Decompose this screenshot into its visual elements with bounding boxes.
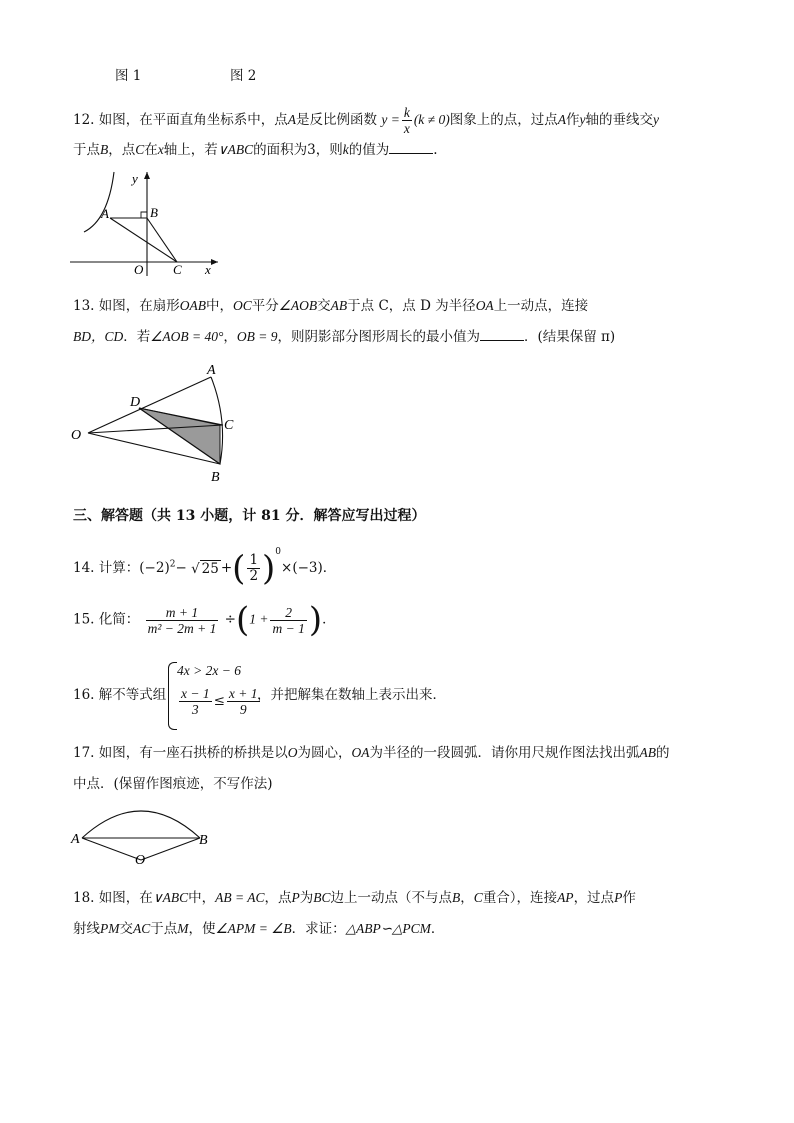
q15: 15. 化简： $\frac{m + 1}{\text{m² − 2m + 1}}$ ÷(1 + $\frac{2}{m - 1}$ )． — [73, 600, 336, 640]
q16-inequality-2: $\frac{x - 1}{3}$ ≤ $\frac{x + 1}{9}$ — [181, 686, 258, 717]
label-o: O — [71, 428, 82, 443]
q13-sector-figure — [68, 360, 248, 490]
label-x: x — [205, 262, 211, 277]
label-a: A — [207, 363, 216, 378]
q17-arch-figure — [68, 800, 218, 865]
label-b: B — [199, 833, 208, 848]
section-3-heading: 三、解答题（共 13 小题，计 81 分．解答应写出过程） — [73, 508, 426, 524]
q18-line2: 射线PM交AC于点M，使∠APM = ∠B．求证：△ABP∽△PCM． — [73, 921, 445, 937]
q12-function-fraction: $\frac{k}{x}$ — [403, 105, 410, 136]
label-d: D — [130, 395, 141, 410]
q13-line1: 13. 如图，在扇形OAB中，OC平分∠AOB交AB于点 C，点 D 为半径OA上一动点，连接 — [73, 298, 589, 314]
segment-bc — [147, 218, 177, 262]
q13-line2: BD，CD．若∠AOB = 40°，OB = 9，则阴影部分图形周长的最小值为 ．(结果保留 π) — [73, 329, 616, 345]
x-axis-arrow — [211, 259, 218, 265]
q16-label: 16. 解不等式组 — [73, 687, 167, 703]
label-c: C — [173, 262, 182, 277]
q18-line1: 18. 如图，在∨ABC中，AB = AC，点P为BC边上一动点（不与点B，C重合），连接AP，过点P作 — [73, 890, 636, 906]
answer-blank — [389, 141, 433, 154]
q17-line2: 中点．(保留作图痕迹，不写作法) — [73, 776, 273, 792]
label-y: y — [132, 171, 138, 186]
q15-number: 15. — [73, 611, 95, 628]
sqrt-expression: √ 25 — [191, 560, 219, 577]
figure-2-caption: 图 2 — [230, 68, 257, 84]
hyperbola-curve — [84, 172, 114, 232]
radius-oa — [82, 838, 141, 860]
label-a: A — [101, 206, 109, 221]
q12-line1: 12. 如图，在平面直角坐标系中，点A是反比例函数 y = $\frac{k}{x}$ (k ≠ 0)图象上的点，过点A作y轴的垂线交y — [73, 105, 659, 136]
right-angle-mark — [141, 212, 147, 218]
q12-number: 12. — [73, 112, 95, 128]
label-a: A — [71, 832, 80, 847]
q17-line1: 17. 如图，有一座石拱桥的桥拱是以O为圆心，OA为半径的一段圆弧．请你用尺规作图法找出弧AB的 — [73, 745, 670, 761]
q16-tail: ，并把解集在数轴上表示出来． — [257, 687, 446, 703]
q14-number: 14. — [73, 560, 95, 576]
figure-1-caption: 图 1 — [115, 68, 142, 84]
q17-number: 17. — [73, 745, 95, 761]
segment-ac — [110, 218, 177, 262]
q12-coordinate-figure — [68, 168, 228, 280]
radius-ob — [141, 838, 200, 860]
arc-ab — [82, 811, 200, 838]
q14: 14. 计算：$(-2)^2-$ √ 25 +( $\frac{1}{2}$ )$^0$×(−3)． — [73, 547, 337, 589]
q13-number: 13. — [73, 298, 95, 314]
system-brace — [168, 662, 177, 730]
q16-number: 16. — [73, 687, 95, 703]
label-o: O — [135, 853, 146, 865]
answer-blank — [480, 328, 524, 341]
q18-number: 18. — [73, 890, 95, 906]
label-b: B — [150, 205, 158, 220]
q12-line2: 于点B，点C在x轴上，若∨ABC的面积为3，则k的值为 . — [73, 142, 438, 158]
label-b: B — [211, 470, 220, 485]
label-o: O — [134, 262, 144, 277]
q16-inequality-1: 4x > 2x − 6 — [177, 663, 241, 678]
y-axis-arrow — [144, 172, 150, 179]
label-c: C — [224, 418, 234, 433]
